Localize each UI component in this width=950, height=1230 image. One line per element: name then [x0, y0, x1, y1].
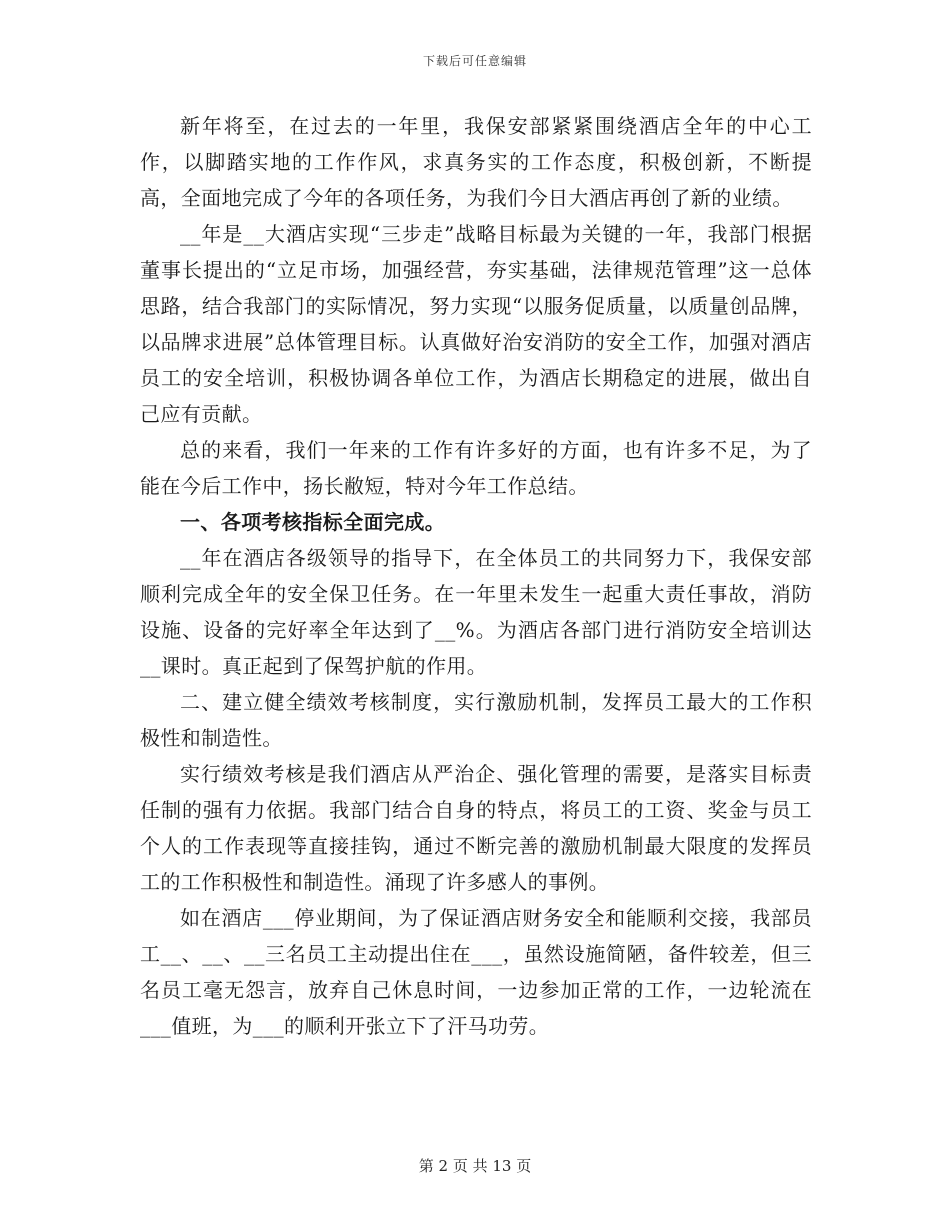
paragraph-example: 如在酒店___停业期间，为了保证酒店财务安全和能顺利交接，我部员工__、__、__三名员工主动提出住在___，虽然设施简陋，备件较差，但三名员工毫无怨言，放弃自己休息时间，一边参加正常的工作，一边轮流在___值班，为___的顺利开张立下了汗马功劳。: [140, 906, 812, 1038]
page-header: 下载后可任意编辑: [422, 54, 527, 68]
page-footer: 第 2 页 共 13 页: [418, 1157, 532, 1175]
paragraph-strategy: __年是__大酒店实现“三步走”战略目标最为关键的一年，我部门根据董事长提出的“立足市场，加强经营，夯实基础，法律规范管理”这一总体思路，结合我部门的实际情况，努力实现“以服务促质量，以质量创品牌，以品牌求进展”总体管理目标。认真做好治安消防的安全工作，加强对酒店员工的安全培训，积极协调各单位工作，为酒店长期稳定的进展，做出自己应有贡献。: [140, 222, 812, 426]
section-heading-2: 二、建立健全绩效考核制度，实行激励机制，发挥员工最大的工作积极性和制造性。: [140, 690, 812, 750]
paragraph-section-1: __年在酒店各级领导的指导下，在全体员工的共同努力下，我保安部顺利完成全年的安全保卫任务。在一年里未发生一起重大责任事故，消防设施、设备的完好率全年达到了__%。为酒店各部门进行消防安全培训达__课时。真正起到了保驾护航的作用。: [140, 546, 812, 678]
paragraph-overview: 总的来看，我们一年来的工作有许多好的方面，也有许多不足，为了能在今后工作中，扬长敝短，特对今年工作总结。: [140, 438, 812, 498]
section-heading-1: 一、各项考核指标全面完成。: [180, 510, 446, 534]
paragraph-performance: 实行绩效考核是我们酒店从严治企、强化管理的需要，是落实目标责任制的强有力依据。我部门结合自身的特点，将员工的工资、奖金与员工个人的工作表现等直接挂钩，通过不断完善的激励机制最大限度的发挥员工的工作积极性和制造性。涌现了许多感人的事例。: [140, 762, 812, 894]
document-body: [140, 108, 812, 1044]
paragraph-intro: 新年将至，在过去的一年里，我保安部紧紧围绕酒店全年的中心工作，以脚踏实地的工作作风，求真务实的工作态度，积极创新，不断提高，全面地完成了今年的各项任务，为我们今日大酒店再创了新的业绩。: [140, 114, 812, 210]
